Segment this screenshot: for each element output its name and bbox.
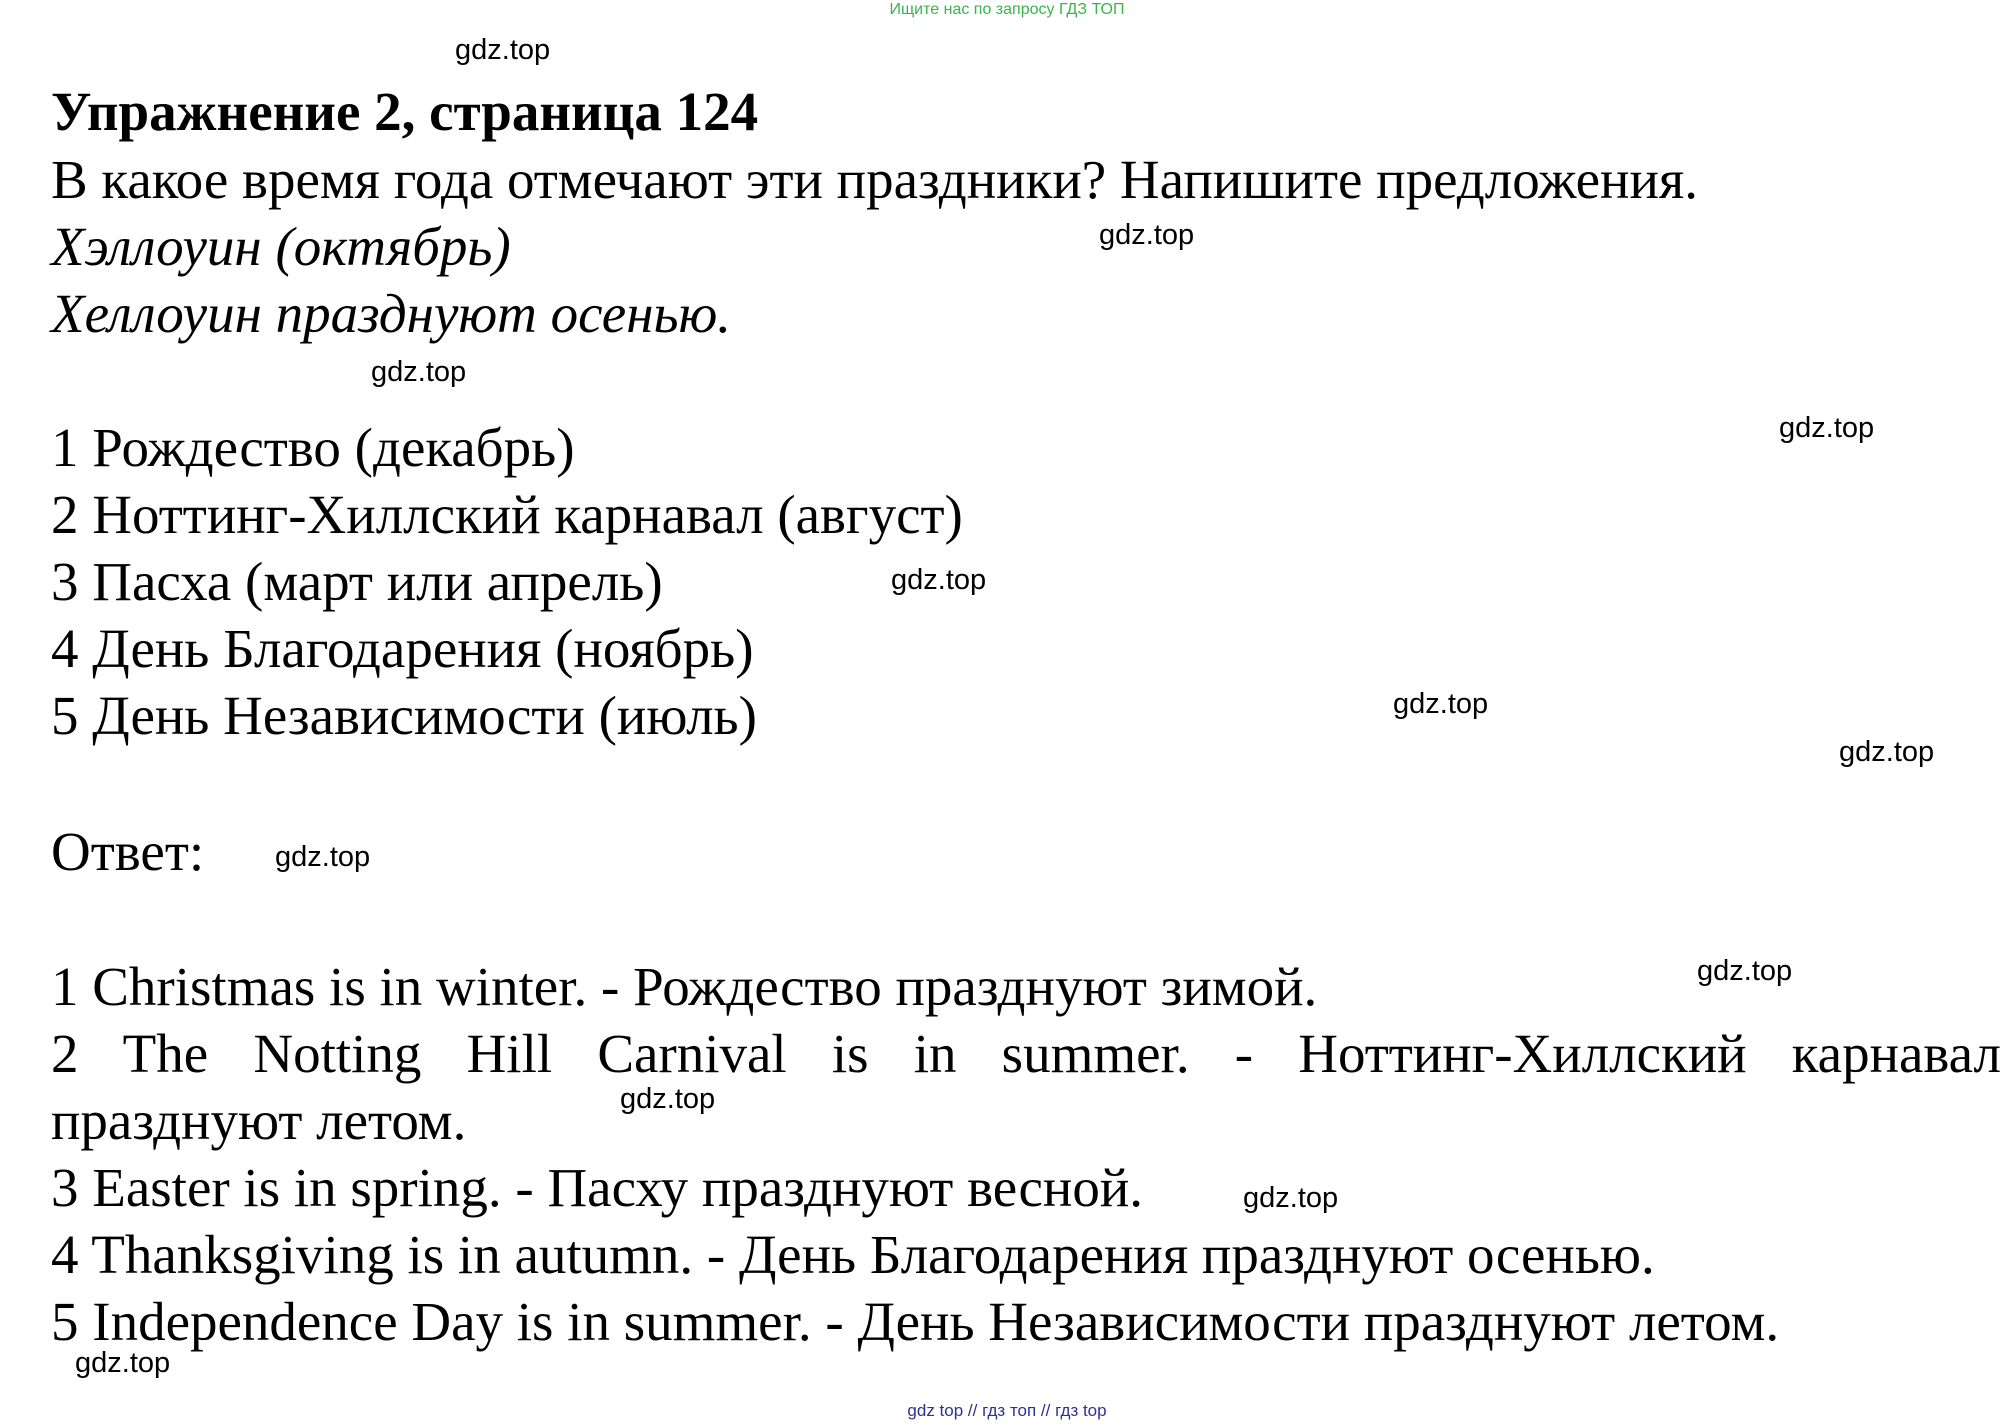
watermark: gdz.top [1697,955,1793,987]
example-prompt: Хэллоуин (октябрь) [51,216,511,277]
task-item-5: 5 День Независимости (июль) [51,685,757,746]
watermark: gdz.top [371,356,467,388]
watermark: gdz.top [455,34,551,66]
watermark: gdz.top [75,1347,171,1379]
watermark: gdz.top [1779,412,1875,444]
header-search-note: Ищите нас по запросу ГДЗ ТОП [889,1,1125,18]
footer-watermark: gdz top // гдз топ // гдз top [907,1401,1107,1420]
watermark: gdz.top [1243,1182,1339,1214]
answer-4: 4 Thanksgiving is in autumn. - День Благодарения празднуют осенью. [51,1224,1655,1285]
answer-2-line-1: 2 The Notting Hill Carnival is in summer. - Ноттинг-Хиллский карнавал [51,1023,2001,1084]
answer-2-line-2: празднуют летом. [51,1090,467,1151]
answer-label: Ответ: [51,821,205,882]
answer-3: 3 Easter is in spring. - Пасху празднуют весной. [51,1157,1144,1218]
task-item-4: 4 День Благодарения (ноябрь) [51,618,754,679]
task-item-2: 2 Ноттинг-Хиллский карнавал (август) [51,484,963,545]
watermark: gdz.top [275,841,371,873]
watermark: gdz.top [1099,219,1195,251]
watermark: gdz.top [620,1083,716,1115]
watermark: gdz.top [891,564,987,596]
watermark: gdz.top [1393,688,1489,720]
task-item-3: 3 Пасха (март или апрель) [51,551,663,612]
answer-5: 5 Independence Day is in summer. - День Независимости празднуют летом. [51,1291,1780,1352]
question-text: В какое время года отмечают эти праздники? Напишите предложения. [51,149,1698,210]
exercise-title: Упражнение 2, страница 124 [51,81,759,142]
watermark: gdz.top [1839,736,1935,768]
task-item-1: 1 Рождество (декабрь) [51,417,575,478]
example-answer: Хеллоуин празднуют осенью. [51,283,732,344]
answer-1: 1 Christmas is in winter. - Рождество празднуют зимой. [51,956,1318,1017]
